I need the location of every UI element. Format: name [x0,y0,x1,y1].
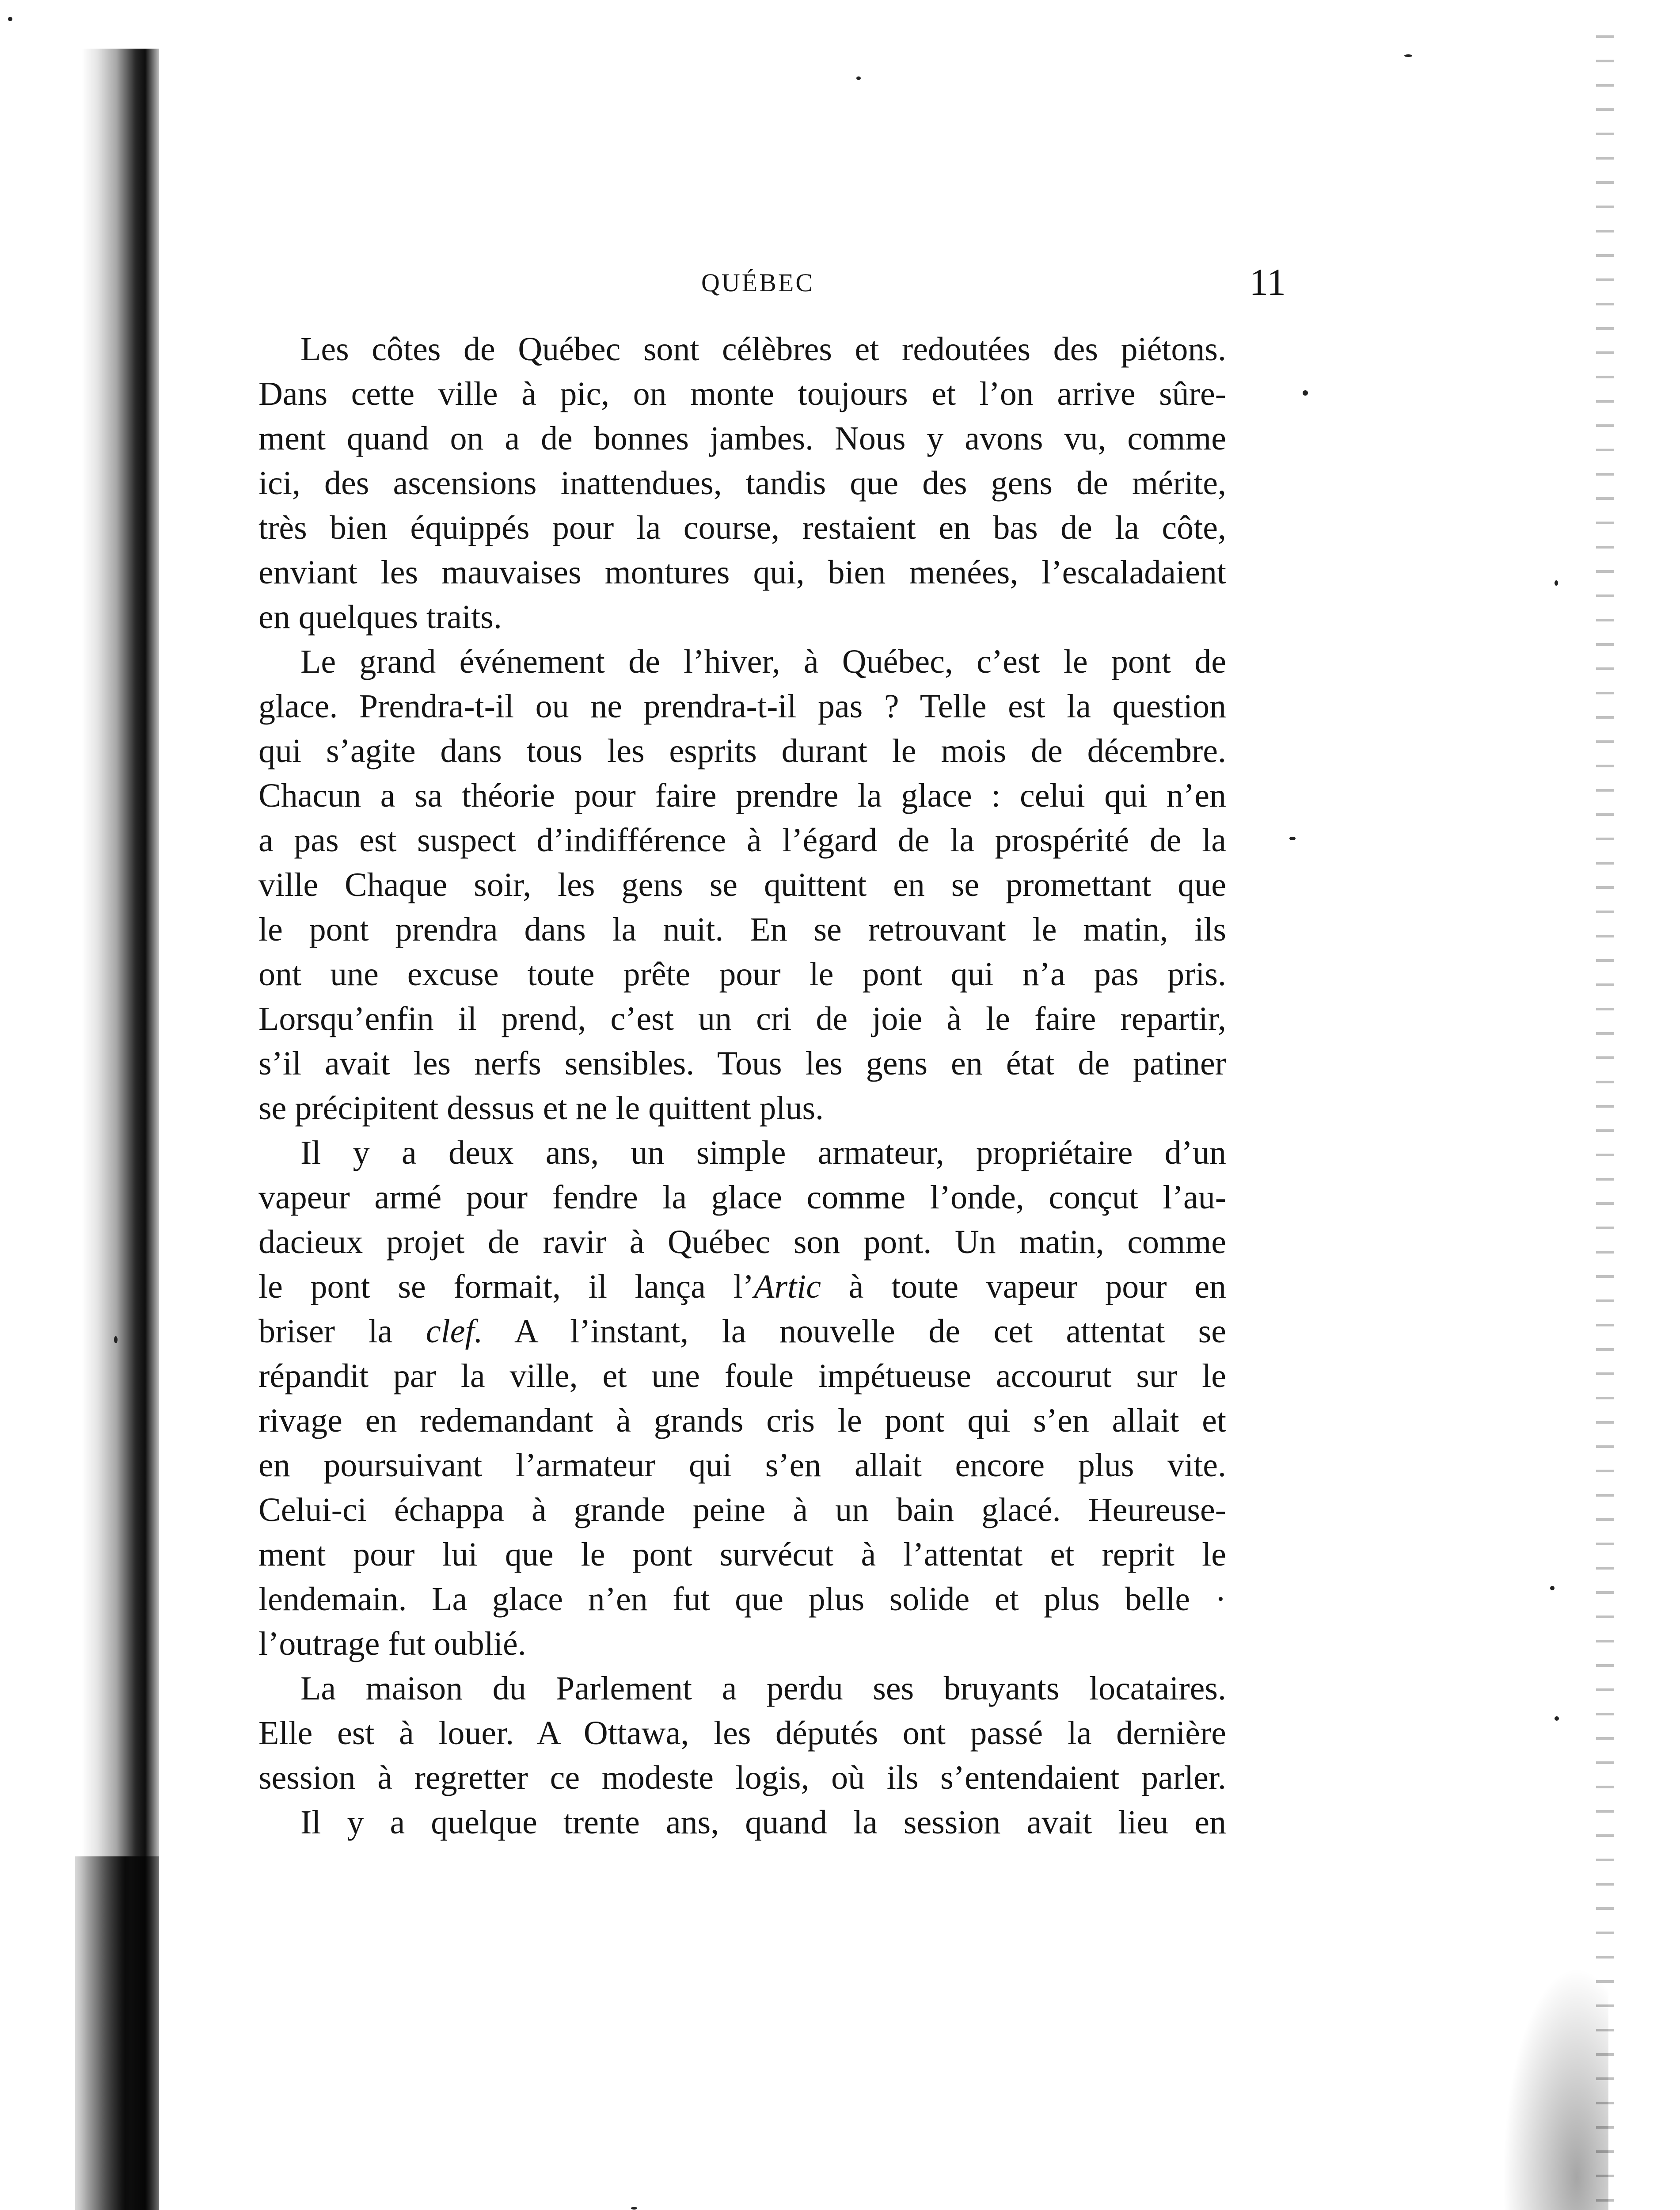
text-line: ville Chaque soir, les gens se quittent en se promettant que [258,866,1226,903]
page-body [258,327,1226,1845]
text-line: ont une excuse toute prête pour le pont qui n’a pas pris. [258,956,1226,993]
scan-speck [856,76,861,80]
text-segment: briser la [258,1313,393,1350]
scan-speck [1555,580,1558,586]
text-line: La maison du Parlement a perdu ses bruyants locataires. [300,1670,1226,1707]
text-line: qui s’agite dans tous les esprits durant le mois de décembre. [258,732,1226,770]
scan-speck [8,17,12,21]
text-line: en poursuivant l’armateur qui s’en allait encore plus vite. [258,1447,1226,1484]
scan-speck [114,1336,118,1343]
text-line: Celui-ci échappa à grande peine à un bain glacé. Heureuse- [258,1491,1226,1528]
text-line: Lorsqu’enfin il prend, c’est un cri de joie à le faire repartir, [258,1000,1226,1037]
text-line: répandit par la ville, et une foule impétueuse accourut sur le [258,1357,1226,1395]
scan-speck [1555,1716,1559,1721]
scan-speck [1404,54,1412,57]
page-number: 11 [1249,261,1286,303]
text-line: se précipitent dessus et ne le quittent plus. [258,1090,824,1127]
text-segment: A l’instant, la nouvelle de cet attentat se [483,1313,1226,1350]
scanned-binding-shadow [75,1856,159,2210]
text-line: très bien équippés pour la course, restaient en bas de la côte, [258,509,1226,546]
text-line: enviant les mauvaises montures qui, bien menées, l’escaladaient [258,554,1226,591]
text-line [258,1265,1226,1309]
text-line: Chacun a sa théorie pour faire prendre la glace : celui qui n’en [258,777,1226,814]
text-line: Elle est à louer. A Ottawa, les députés ont passé la dernière [258,1715,1226,1752]
text-line: le pont prendra dans la nuit. En se retrouvant le matin, ils [258,911,1226,948]
text-line: ment pour lui que le pont survécut à l’attentat et reprit le [258,1536,1226,1573]
text-line: dacieux projet de ravir à Québec son pont. Un matin, comme [258,1223,1226,1261]
text-line: Le grand événement de l’hiver, à Québec, c’est le pont de [300,643,1226,680]
text-line: en quelques traits. [258,598,502,636]
text-line: s’il avait les nerfs sensibles. Tous les gens en état de patiner [258,1045,1226,1082]
text-line: session à regretter ce modeste logis, où ils s’entendaient parler. [258,1759,1226,1796]
text-line: Dans cette ville à pic, on monte toujours et l’on arrive sûre- [258,375,1226,412]
scanned-right-edge-smudge [1502,1967,1608,2210]
scan-speck [631,2207,637,2210]
text-line: l’outrage fut oublié. [258,1625,526,1662]
text-line: vapeur armé pour fendre la glace comme l’onde, conçut l’au- [258,1179,1226,1216]
text-line: Il y a deux ans, un simple armateur, propriétaire d’un [300,1134,1226,1171]
running-head [230,260,1286,309]
text-line: glace. Prendra-t-il ou ne prendra-t-il pas ? Telle est la question [258,688,1226,725]
text-line [258,1309,1226,1354]
text-line: ici, des ascensions inattendues, tandis que des gens de mérite, [258,465,1226,502]
text-line: Il y a quelque trente ans, quand la session avait lieu en [300,1804,1226,1841]
text-line: Les côtes de Québec sont célèbres et redoutées des piétons. [300,331,1226,368]
text-segment: le pont se formait, il lança l’ [258,1268,754,1305]
text-segment: à toute vapeur pour en [821,1268,1227,1305]
scan-speck [1303,390,1308,396]
scanned-right-edge [1596,35,1614,2210]
text-line: ment quand on a de bonnes jambes. Nous y avons vu, comme [258,420,1226,457]
ship-name-artic: Artic [754,1268,821,1305]
text-line: a pas est suspect d’indifférence à l’égard de la prospérité de la [258,822,1226,859]
text-line: lendemain. La glace n’en fut que plus solide et plus belle · [258,1581,1226,1618]
running-head-title: QUÉBEC [701,268,814,297]
scan-speck [1550,1586,1555,1590]
scan-speck [1289,837,1296,840]
italic-word-clef: clef. [426,1313,483,1350]
text-line: rivage en redemandant à grands cris le pont qui s’en allait et [258,1402,1226,1439]
